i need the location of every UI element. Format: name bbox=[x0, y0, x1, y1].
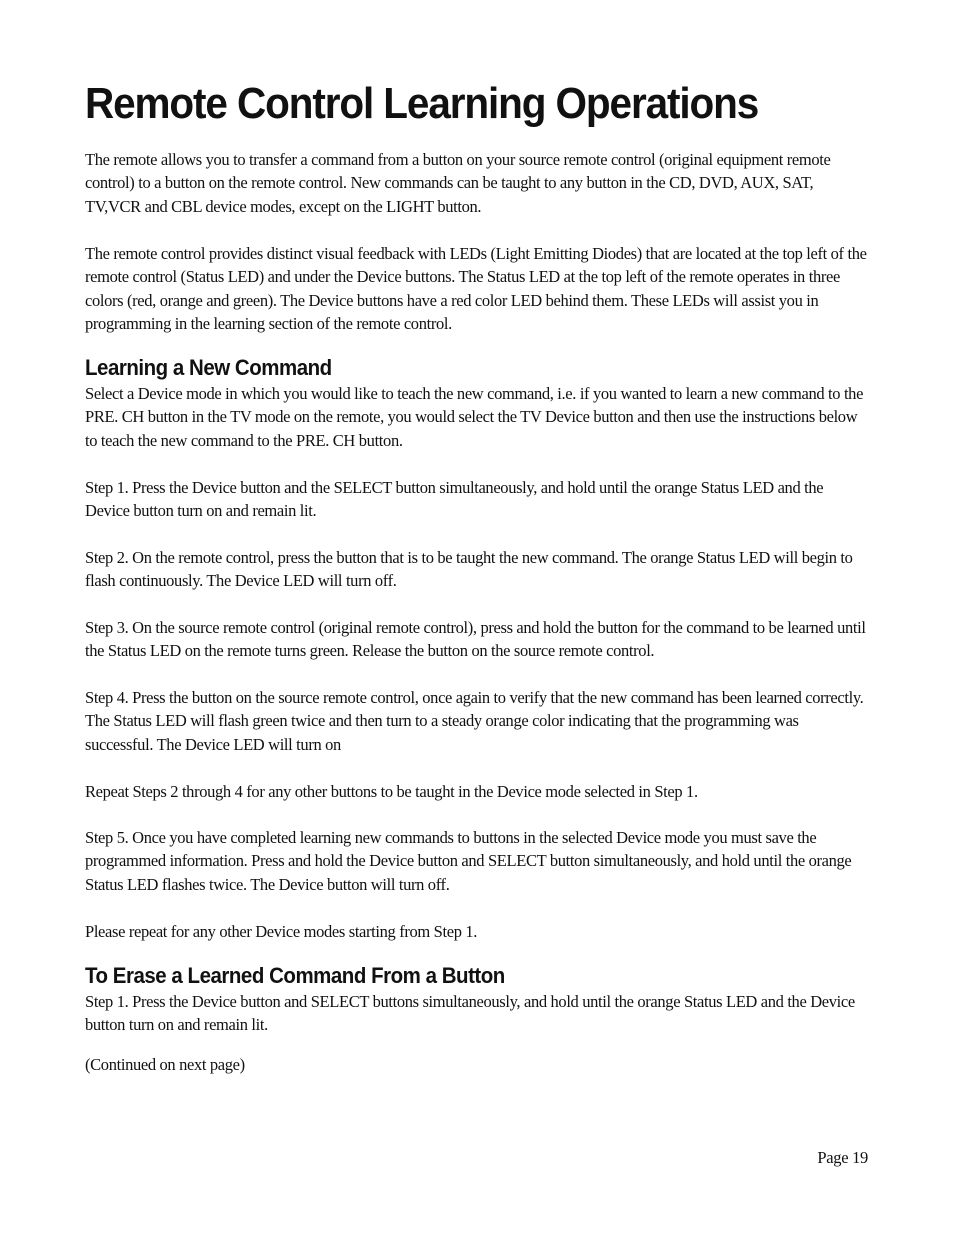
learning-step-1: Step 1. Press the Device button and the SELECT button simultaneously, and hold until the orange Status LED and the Device button turn on and remain lit. bbox=[85, 478, 824, 521]
page-title: Remote Control Learning Operations bbox=[85, 79, 759, 128]
learning-step-4: Step 4. Press the button on the source remote control, once again to verify that the new command has been learned correctly. The Status LED will flash green twice and then turn to a steady orange color indicating that the programming was successful. The Device LED will turn on bbox=[85, 688, 864, 754]
learning-step-3: Step 3. On the source remote control (original remote control), press and hold the button for the command to be learned until the Status LED on the remote turns green. Release the button on the source remote control. bbox=[85, 618, 866, 661]
learning-repeat-note: Repeat Steps 2 through 4 for any other buttons to be taught in the Device mode selected in Step 1. bbox=[85, 782, 698, 801]
learning-closing-note: Please repeat for any other Device modes starting from Step 1. bbox=[85, 922, 478, 941]
page-number: Page 19 bbox=[817, 1148, 868, 1167]
learning-intro-paragraph: Select a Device mode in which you would like to teach the new command, i.e. if you wanted to learn a new command to the PRE. CH button in the TV mode on the remote, you would select the TV Device button and then use the instructions below to teach the new command to the PRE. CH button. bbox=[85, 384, 864, 450]
continued-note: (Continued on next page) bbox=[85, 1055, 245, 1074]
section-heading-erase: To Erase a Learned Command From a Button bbox=[85, 963, 505, 988]
learning-step-5: Step 5. Once you have completed learning new commands to buttons in the selected Device mode you must save the programmed information. Press and hold the Device button and SELECT button simultaneously, and hold until the orange Status LED flashes twice. The Device button will turn off. bbox=[85, 828, 852, 894]
section-heading-learning: Learning a New Command bbox=[85, 355, 332, 380]
learning-step-2: Step 2. On the remote control, press the button that is to be taught the new command. The orange Status LED will begin to flash continuously. The Device LED will turn off. bbox=[85, 548, 853, 591]
intro-paragraph-2: The remote control provides distinct visual feedback with LEDs (Light Emitting Diodes) that are located at the top left of the remote control (Status LED) and under the Device buttons. The Status LED at the top left of the remote operates in three colors (red, orange and green). The Device buttons have a red color LED behind them. These LEDs will assist you in programming in the learning section of the remote control. bbox=[85, 244, 867, 333]
erase-step-1: Step 1. Press the Device button and SELECT buttons simultaneously, and hold until the orange Status LED and the Device button turn on and remain lit. bbox=[85, 992, 855, 1035]
intro-paragraph-1: The remote allows you to transfer a command from a button on your source remote control (original equipment remote control) to a button on the remote control. New commands can be taught to any button in the CD, DVD, AUX, SAT, TV,VCR and CBL device modes, except on the LIGHT button. bbox=[85, 150, 831, 216]
